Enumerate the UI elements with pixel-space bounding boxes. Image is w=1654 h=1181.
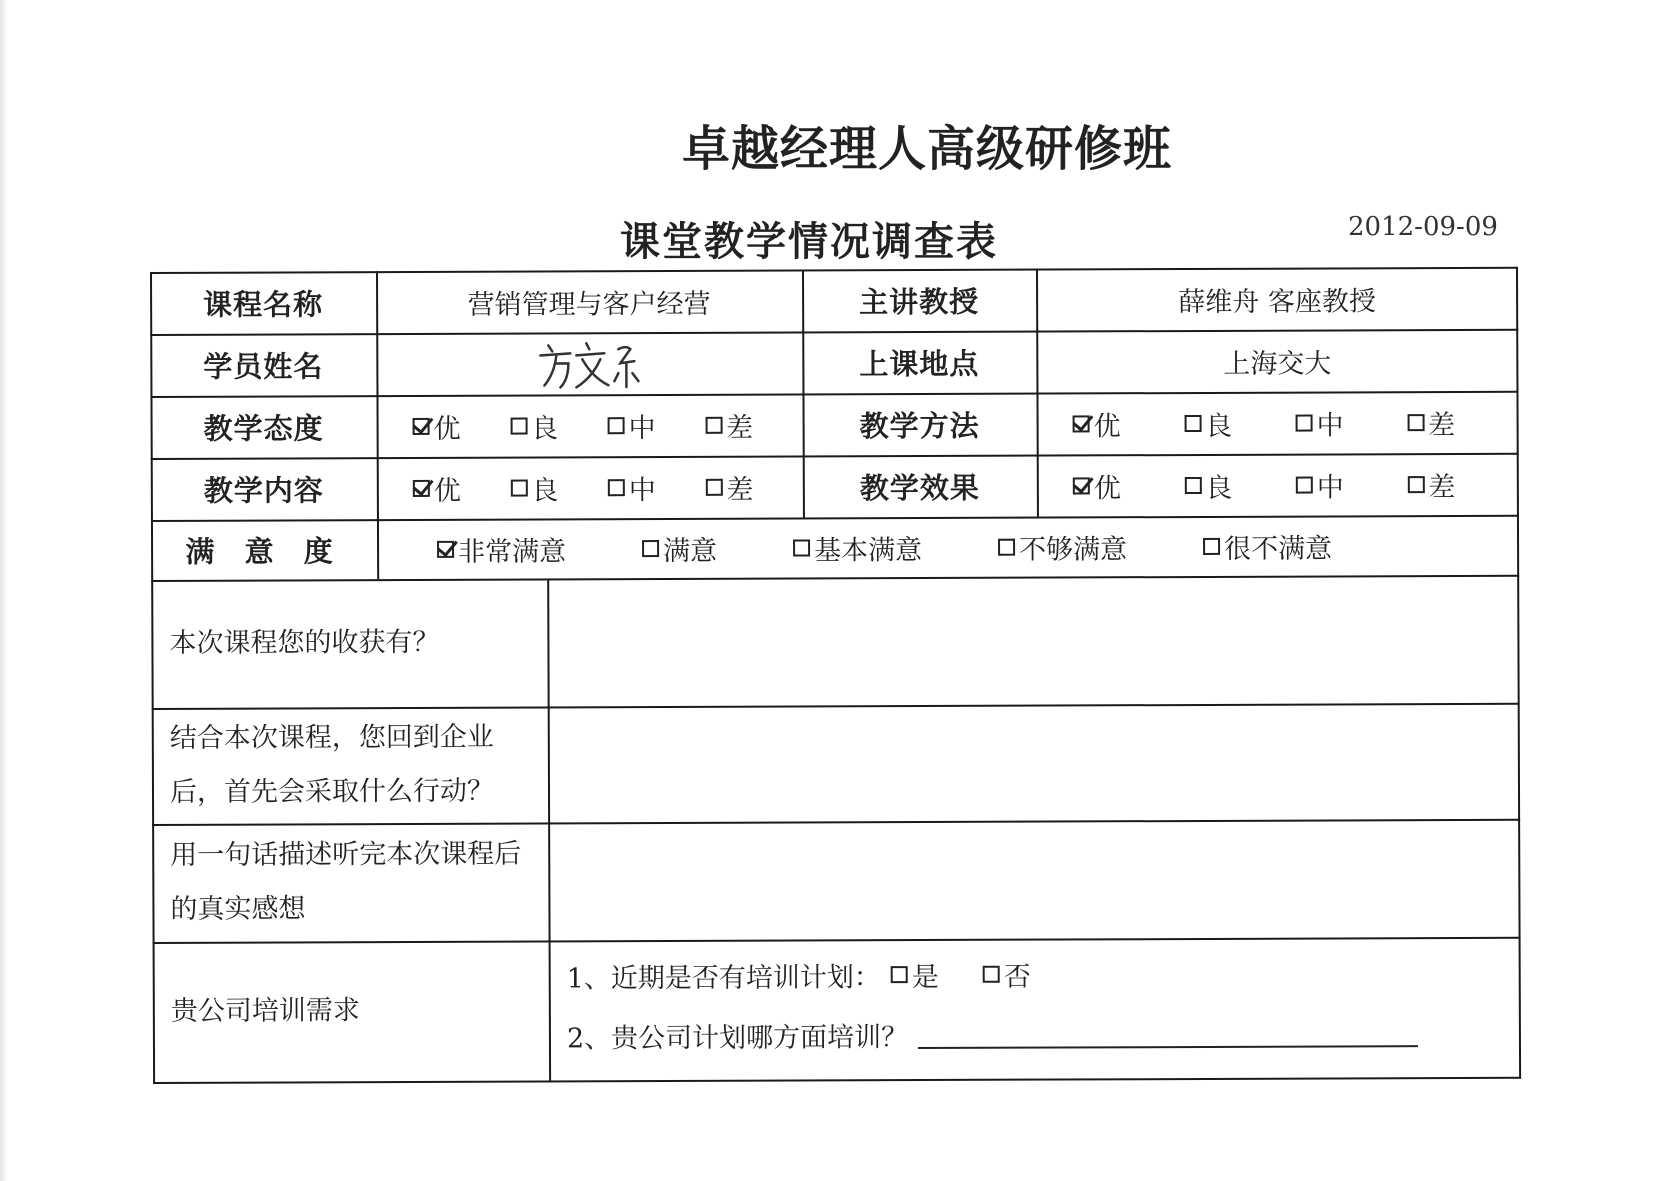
training-yes-label: 是 xyxy=(911,961,939,993)
answer-gain-field[interactable] xyxy=(547,575,1519,707)
content-option[interactable] xyxy=(510,468,608,507)
satisfaction-checkbox[interactable] xyxy=(793,539,810,556)
attitude-checkbox[interactable] xyxy=(510,417,527,434)
satisfaction-option-label: 非常满意 xyxy=(458,535,567,568)
satisfaction-option[interactable] xyxy=(1203,526,1332,565)
attitude-options xyxy=(376,393,802,457)
content-checkbox[interactable] xyxy=(510,479,527,496)
effect-options xyxy=(1037,453,1519,517)
content-checkbox[interactable] xyxy=(413,479,430,496)
method-option[interactable] xyxy=(1296,403,1408,442)
method-option-label: 优 xyxy=(1093,410,1121,442)
attitude-option[interactable] xyxy=(608,405,706,444)
course-name-label: 课程名称 xyxy=(203,286,324,322)
effect-label: 教学效果 xyxy=(859,470,980,505)
attitude-option-label: 中 xyxy=(628,412,656,444)
method-option[interactable] xyxy=(1184,403,1296,442)
training-q1-text: 1、近期是否有培训计划： xyxy=(566,961,881,994)
effect-checkbox[interactable] xyxy=(1184,476,1201,493)
training-needs-label: 贵公司培训需求 xyxy=(170,995,360,1027)
effect-checkbox[interactable] xyxy=(1296,476,1313,493)
satisfaction-checkbox[interactable] xyxy=(1203,537,1220,554)
effect-option[interactable] xyxy=(1296,465,1408,504)
satisfaction-checkbox[interactable] xyxy=(998,538,1015,555)
answer-feeling-field[interactable] xyxy=(548,819,1520,941)
handwritten-signature xyxy=(534,333,644,393)
method-option[interactable] xyxy=(1407,402,1519,441)
content-option-label: 优 xyxy=(433,475,461,507)
attitude-option-label: 差 xyxy=(726,412,754,444)
effect-option[interactable] xyxy=(1407,464,1519,503)
effect-option[interactable] xyxy=(1073,466,1185,505)
location-label: 上课地点 xyxy=(859,346,980,381)
course-name-value: 营销管理与客户经营 xyxy=(467,288,711,321)
attitude-checkbox[interactable] xyxy=(608,417,625,434)
method-checkbox[interactable] xyxy=(1184,414,1201,431)
content-label: 教学内容 xyxy=(203,472,324,508)
effect-checkbox[interactable] xyxy=(1073,477,1090,494)
method-label: 教学方法 xyxy=(859,408,980,443)
satisfaction-option-label: 基本满意 xyxy=(814,534,923,566)
attitude-option[interactable] xyxy=(705,405,803,444)
content-option-label: 良 xyxy=(531,474,559,507)
content-options xyxy=(377,455,803,519)
content-checkbox[interactable] xyxy=(608,479,625,496)
attitude-option-label: 优 xyxy=(433,413,461,445)
effect-option-label: 优 xyxy=(1093,472,1121,504)
method-option-label: 差 xyxy=(1428,409,1456,441)
satisfaction-option[interactable] xyxy=(642,528,717,567)
training-area-blank[interactable] xyxy=(918,1017,1418,1049)
content-option[interactable] xyxy=(705,467,803,506)
satisfaction-options xyxy=(377,515,1519,579)
student-name-label: 学员姓名 xyxy=(203,348,324,384)
content-checkbox[interactable] xyxy=(705,478,722,495)
location-value: 上海交大 xyxy=(1223,347,1332,380)
training-q2-text: 2、贵公司计划哪方面培训？ xyxy=(566,1021,909,1054)
training-question-1 xyxy=(567,949,1031,1001)
form-title: 卓越经理人高级研修班 xyxy=(681,121,1172,177)
satisfaction-option[interactable] xyxy=(998,527,1127,566)
content-option[interactable] xyxy=(608,467,706,506)
method-options xyxy=(1036,391,1518,455)
training-no-checkbox[interactable] xyxy=(983,965,1000,982)
effect-checkbox[interactable] xyxy=(1407,476,1424,493)
method-option[interactable] xyxy=(1073,404,1185,443)
form-subtitle: 课堂教学情况调查表 xyxy=(620,219,998,265)
effect-option[interactable] xyxy=(1184,465,1296,504)
method-checkbox[interactable] xyxy=(1296,414,1313,431)
attitude-option[interactable] xyxy=(413,406,511,445)
satisfaction-checkbox[interactable] xyxy=(437,540,454,557)
method-checkbox[interactable] xyxy=(1073,415,1090,432)
attitude-option-label: 良 xyxy=(531,412,559,445)
method-option-label: 中 xyxy=(1316,409,1344,442)
question-gain: 本次课程您的收获有？ xyxy=(169,626,440,659)
survey-table xyxy=(150,267,1521,1084)
question-feeling: 用一句话描述听完本次课程后的真实感想 xyxy=(170,838,522,925)
satisfaction-option[interactable] xyxy=(437,529,566,568)
content-option-label: 差 xyxy=(726,474,754,506)
satisfaction-label: 满 意 度 xyxy=(185,533,343,569)
method-checkbox[interactable] xyxy=(1407,414,1424,431)
satisfaction-option-label: 不够满意 xyxy=(1019,533,1128,566)
satisfaction-option-label: 很不满意 xyxy=(1224,532,1333,565)
content-option-label: 中 xyxy=(628,474,656,506)
attitude-checkbox[interactable] xyxy=(705,416,722,433)
effect-option-label: 中 xyxy=(1316,471,1344,504)
effect-option-label: 差 xyxy=(1428,471,1456,503)
satisfaction-option[interactable] xyxy=(793,528,922,567)
answer-action-field[interactable] xyxy=(548,703,1520,823)
question-action: 结合本次课程，您回到企业后，首先会采取什么行动？ xyxy=(169,721,495,808)
lecturer-label: 主讲教授 xyxy=(859,284,980,319)
effect-option-label: 良 xyxy=(1205,472,1233,504)
attitude-option[interactable] xyxy=(510,406,608,445)
form-date: 2012-09-09 xyxy=(1348,212,1498,242)
content-option[interactable] xyxy=(413,468,511,507)
lecturer-value: 薛维舟 客座教授 xyxy=(1178,285,1376,318)
student-name-signature xyxy=(376,331,802,395)
training-yes-checkbox[interactable] xyxy=(891,966,908,983)
attitude-label: 教学态度 xyxy=(203,410,324,446)
satisfaction-option-label: 满意 xyxy=(663,535,718,567)
training-no-label: 否 xyxy=(1003,961,1031,993)
satisfaction-checkbox[interactable] xyxy=(642,540,659,557)
method-option-label: 良 xyxy=(1205,410,1233,442)
training-question-2 xyxy=(567,1007,1418,1060)
attitude-checkbox[interactable] xyxy=(413,417,430,434)
